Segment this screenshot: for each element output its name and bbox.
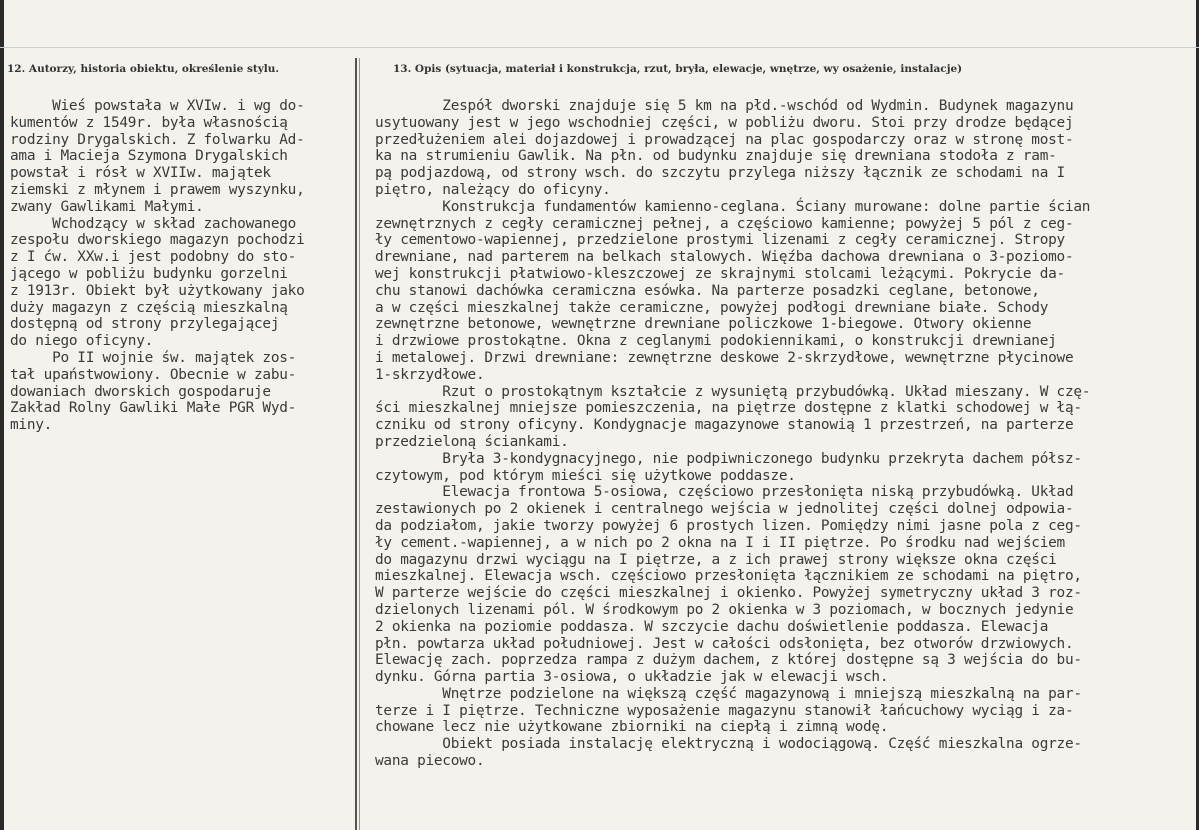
- description-text-line: zewnętrzne betonowe, wewnętrzne drewniane policzkowe 1-biegowe. Otwory okienne: [375, 316, 1032, 333]
- description-text-line: ły cementowo-wapiennej, przedzielone prostymi lizenami z cegły ceramicznej. Stropy: [375, 232, 1065, 249]
- description-text-line: Elewacja frontowa 5-osiowa, częściowo przesłonięta niską przybudówką. Układ: [375, 484, 1074, 501]
- section-12-header: 12. Autorzy, historia obiektu, określenie stylu.: [7, 63, 280, 75]
- history-text-line: Wieś powstała w XVIw. i wg do-: [10, 98, 305, 114]
- history-text-line: Wchodzący w skład zachowanego: [10, 215, 297, 232]
- description-text-line: pą podjazdową, od strony wsch. do szczytu przylega niższy łącznik ze schodami na I: [375, 165, 1065, 182]
- description-text-line: czytowym, pod którym mieści się użytkowe poddasze.: [375, 467, 796, 484]
- history-text-line: kumentów z 1549r. była własnością: [10, 114, 288, 131]
- description-text-line: ści mieszkalnej mniejsze pomieszczenia, na piętrze dostępne z klatki schodowej w łą-: [375, 400, 1082, 417]
- description-text-line: chowane lecz nie użytkowane zbiorniki na ciepłą i zimną wodę.: [375, 719, 889, 736]
- history-text-line: powstał i rósł w XVIIw. majątek: [10, 165, 271, 182]
- description-text-line: mieszkalnej. Elewacja wsch. częściowo przesłonięta łącznikiem ze schodami na piętro,: [375, 568, 1082, 585]
- description-text-line: przedłużeniem alei dojazdowej i prowadzącej na plac gospodarczy oraz w stronę most-: [375, 131, 1074, 148]
- description-text-line: piętro, należący do oficyny.: [375, 181, 611, 198]
- description-text-line: a w części mieszkalnej także ceramiczne, powyżej podłogi drewniane białe. Schody: [375, 299, 1049, 316]
- history-text-line: z I ćw. XXw.i jest podobny do sto-: [10, 249, 297, 266]
- history-text-line: jącego w pobliżu budynku gorzelni: [10, 265, 288, 282]
- history-text-line: ziemski z młynem i prawem wyszynku,: [10, 181, 305, 198]
- history-text-line: dostępną od strony przylegającej: [10, 316, 280, 333]
- history-text-column: [10, 98, 350, 434]
- description-text-line: Elewację zach. poprzedza rampa z dużym dachem, z której dostępne są 3 wejścia do bu-: [375, 652, 1082, 669]
- top-rule: [0, 47, 1199, 48]
- description-text-line: czniku od strony oficyny. Kondygnacje magazynowe stanowią 1 przestrzeń, na parterze: [375, 417, 1074, 434]
- description-text-line: wana piecowo.: [375, 753, 485, 770]
- description-text-line: terze i I piętrze. Techniczne wyposażenie magazynu stanowił łańcuchowy wyciąg i za-: [375, 702, 1074, 719]
- history-text-line: duży magazyn z częścią mieszkalną: [10, 299, 288, 316]
- description-text-line: i drzwiowe prostokątne. Okna z ceglanymi podokiennikami, o konstrukcji drewnianej: [375, 333, 1057, 350]
- page-left-edge: [0, 0, 4, 830]
- description-text-line: zewnętrznych z cegły ceramicznej pełnej, a częściowo kamienne; powyżej 5 pól z ceg-: [375, 215, 1074, 232]
- history-text-line: zespołu dworskiego magazyn pochodzi: [10, 232, 305, 249]
- history-text-line: do niego oficyny.: [10, 333, 154, 350]
- description-text-line: da podziałom, jakie tworzy powyżej 6 prostych lizen. Pomiędzy nimi jasne pola z ceg-: [375, 517, 1082, 534]
- description-text-line: wej konstrukcji płatwiowo-kleszczowej ze skrajnymi stolcami leżącymi. Pokrycie da-: [375, 265, 1065, 282]
- description-text-line: dzielonych lizenami pól. W środkowym po 2 okienka w 3 poziomach, w bocznych jedynie: [375, 601, 1074, 618]
- history-text-line: ama i Macieja Szymona Drygalskich: [10, 148, 288, 165]
- section-13-header: 13. Opis (sytuacja, materiał i konstrukcja, rzut, bryła, elewacje, wnętrze, wy osażenie, instalacje): [393, 63, 963, 75]
- description-text-line: Wnętrze podzielone na większą część magazynową i mniejszą mieszkalną na par-: [375, 685, 1082, 702]
- description-text-line: Konstrukcja fundamentów kamienno-ceglana. Ściany murowane: dolne partie ścian: [375, 198, 1091, 215]
- history-text-line: z 1913r. Obiekt był użytkowany jako: [10, 282, 305, 299]
- history-text-line: rodziny Drygalskich. Z folwarku Ad-: [10, 131, 305, 148]
- description-text-line: zestawionych po 2 okienek i centralnego wejścia w jednolitej części dolnej odpowia-: [375, 501, 1074, 518]
- description-text-line: Rzut o prostokątnym kształcie z wysuniętą przybudówką. Układ mieszany. W czę-: [375, 383, 1091, 400]
- history-text-line: Po II wojnie św. majątek zos-: [10, 349, 297, 366]
- description-text-line: chu stanowi dachówka ceramiczna esówka. Na parterze posadzki ceglane, betonowe,: [375, 282, 1040, 299]
- description-text-line: i metalowej. Drzwi drewniane: zewnętrzne deskowe 2-skrzydłowe, wewnętrzne płycinowe: [375, 349, 1074, 366]
- description-text-line: płn. powtarza układ południowej. Jest w całości odsłonięta, bez otworów drzwiowych.: [375, 635, 1074, 652]
- description-text-line: przedzieloną ściankami.: [375, 433, 569, 450]
- description-text-line: Zespół dworski znajduje się 5 km na płd.-wschód od Wydmin. Budynek magazynu: [375, 98, 1074, 114]
- description-text-column: [375, 98, 1190, 770]
- description-text-line: ka na strumieniu Gawlik. Na płn. od budynku znajduje się drewniana stodoła z ram-: [375, 148, 1057, 165]
- description-text-line: do magazynu drzwi wyciągu na I piętrze, a z ich prawej strony większe okna części: [375, 551, 1057, 568]
- column-divider-inner: [359, 58, 360, 830]
- description-text-line: drewniane, nad parterem na belkach stalowych. Więźba dachowa drewniana o 3-poziomo-: [375, 249, 1074, 266]
- description-text-line: Bryła 3-kondygnacyjnego, nie podpiwniczonego budynku przekryta dachem półsz-: [375, 450, 1082, 467]
- history-text-line: miny.: [10, 417, 53, 434]
- description-text-line: W parterze wejście do części mieszkalnej i okienko. Powyżej symetryczny układ 3 roz-: [375, 585, 1082, 602]
- history-text-line: dowaniach dworskich gospodaruje: [10, 383, 271, 400]
- description-text-line: Obiekt posiada instalację elektryczną i wodociągową. Część mieszkalna ogrze-: [375, 736, 1082, 753]
- description-text-line: 2 okienka na poziomie poddasza. W szczycie dachu doświetlenie poddasza. Elewacja: [375, 618, 1049, 635]
- history-text-line: tał upaństwowiony. Obecnie w zabu-: [10, 366, 297, 383]
- description-text-line: ły cement.-wapiennej, a w nich po 2 okna na I i II piętrze. Po środku nad wejściem: [375, 534, 1065, 551]
- history-text-line: Zakład Rolny Gawliki Małe PGR Wyd-: [10, 400, 297, 417]
- description-text-line: dynku. Górna partia 3-osiowa, o układzie jak w elewacji wsch.: [375, 669, 889, 686]
- description-text-line: 1-skrzydłowe.: [375, 366, 485, 383]
- history-text-line: zwany Gawlikami Małymi.: [10, 198, 204, 215]
- column-divider: [355, 58, 357, 830]
- description-text-line: usytuowany jest w jego wschodniej części, w pobliżu dworu. Stoi przy drodze będącej: [375, 114, 1074, 131]
